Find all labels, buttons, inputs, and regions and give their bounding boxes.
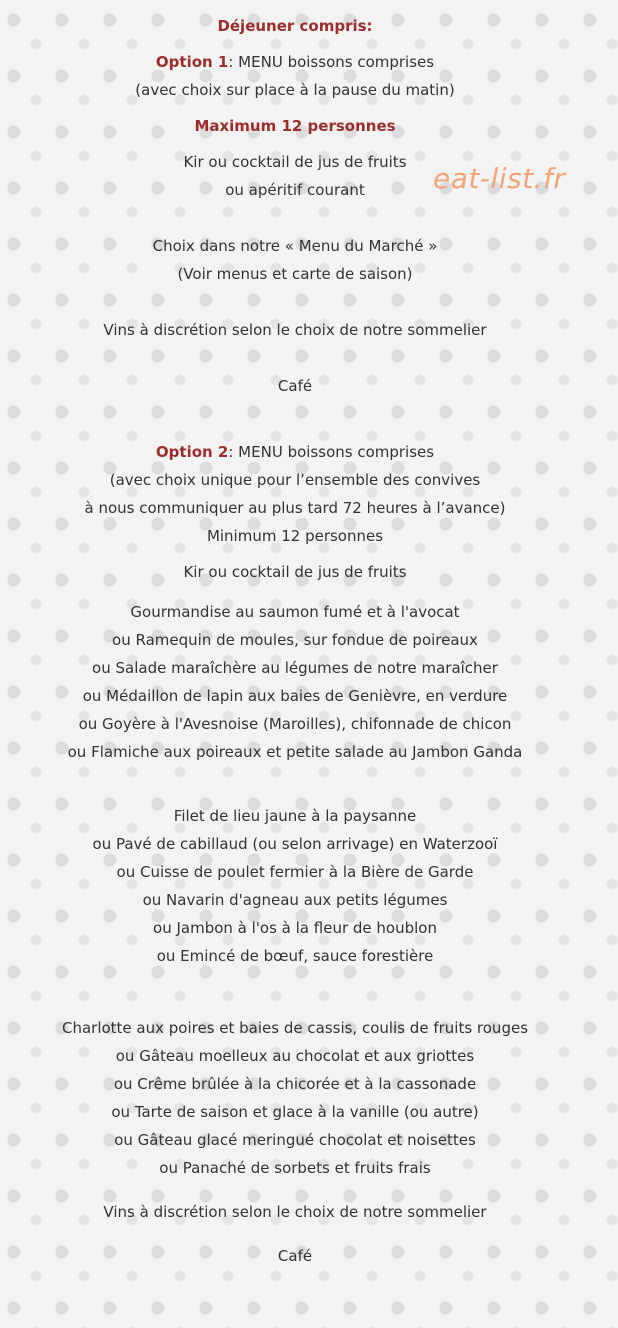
main-item: ou Emincé de bœuf, sauce forestière [156, 947, 434, 965]
option1-aperitif-line: Kir ou cocktail de jus de fruits [183, 153, 407, 171]
dessert-item: ou Gâteau glacé meringué chocolat et noisettes [114, 1131, 476, 1149]
option1-choice-line: (Voir menus et carte de saison) [177, 265, 413, 283]
option1-coffee: Café [277, 377, 313, 395]
option1-label: Option 1 [155, 53, 229, 71]
main-item: ou Navarin d'agneau aux petits légumes [142, 891, 448, 909]
option2-rest: : MENU boissons comprises [228, 443, 435, 461]
option2-aperitif: Kir ou cocktail de jus de fruits [183, 563, 407, 581]
watermark-logo: eat-list.fr [433, 162, 566, 195]
page-title: Déjeuner compris: [217, 17, 373, 35]
dessert-item: ou Crême brûlée à la chicorée et à la cassonade [113, 1075, 477, 1093]
main-item: ou Jambon à l'os à la fleur de houblon [153, 919, 437, 937]
option1-max: Maximum 12 personnes [194, 117, 396, 135]
starter-item: ou Flamiche aux poireaux et petite salade au Jambon Ganda [67, 743, 523, 761]
option2-coffee: Café [277, 1247, 313, 1265]
main-item: Filet de lieu jaune à la paysanne [173, 807, 417, 825]
option2-label: Option 2 [155, 443, 229, 461]
starter-item: ou Ramequin de moules, sur fondue de poireaux [112, 631, 478, 649]
option1-rest: : MENU boissons comprises [228, 53, 435, 71]
dessert-item: Charlotte aux poires et baies de cassis, coulis de fruits rouges [61, 1019, 529, 1037]
starter-item: Gourmandise au saumon fumé et à l'avocat [130, 603, 460, 621]
option1-wine: Vins à discrétion selon le choix de notre sommelier [103, 321, 487, 339]
starter-item: ou Goyère à l'Avesnoise (Maroilles), chifonnade de chicon [78, 715, 512, 733]
option2-note-line: (avec choix unique pour l’ensemble des convives [109, 471, 481, 489]
option1-choice-line: Choix dans notre « Menu du Marché » [152, 237, 438, 255]
option2-note-line: à nous communiquer au plus tard 72 heures à l’avance) [84, 499, 506, 517]
option2-heading [0, 438, 590, 466]
starter-item: ou Médaillon de lapin aux baies de Genièvre, en verdure [82, 687, 508, 705]
main-item: ou Pavé de cabillaud (ou selon arrivage) en Waterzooï [92, 835, 498, 853]
option1-heading [0, 48, 590, 76]
option2-wine: Vins à discrétion selon le choix de notre sommelier [103, 1203, 487, 1221]
main-item: ou Cuisse de poulet fermier à la Bière de Garde [116, 863, 474, 881]
dessert-item: ou Panaché de sorbets et fruits frais [159, 1159, 431, 1177]
option1-aperitif-line: ou apéritif courant [225, 181, 365, 199]
dessert-item: ou Gâteau moelleux au chocolat et aux griottes [115, 1047, 475, 1065]
option2-note-line: Minimum 12 personnes [206, 527, 384, 545]
dessert-item: ou Tarte de saison et glace à la vanille (ou autre) [111, 1103, 479, 1121]
starter-item: ou Salade maraîchère au légumes de notre maraîcher [92, 659, 498, 677]
option1-note: (avec choix sur place à la pause du matin) [135, 81, 455, 99]
